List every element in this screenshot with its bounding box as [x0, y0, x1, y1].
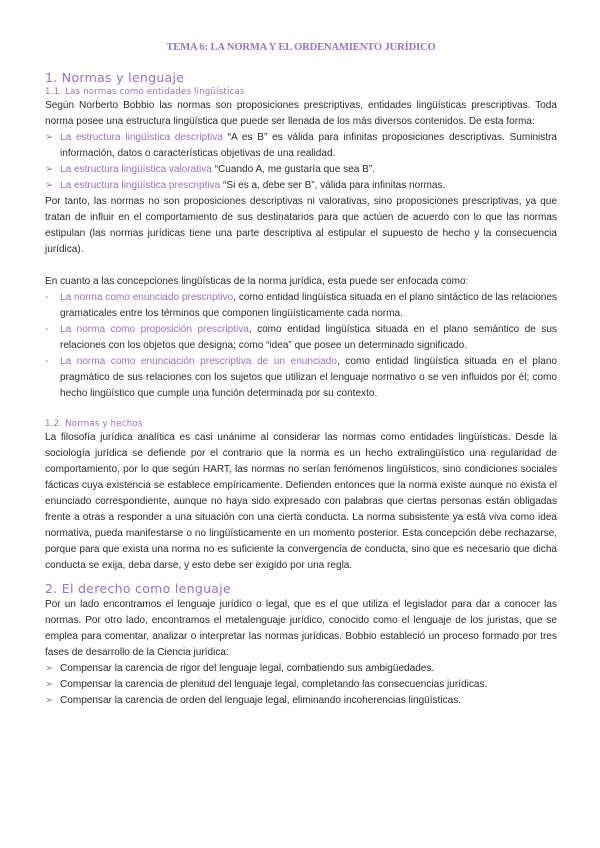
paragraph: Por un lado encontramos el lenguaje jurídico o legal, que es el que utiliza el legislador para dar a conocer las normas. Por otro lado, encontramos el metalenguaje jurídico, conocido como el lenguaje de los juristas, que se emplea para comentar, analizar o interpretar las normas jurídicas. Bobbio estableció un proceso formado por tres fases de desarrollo de la Ciencia jurídica:: [45, 599, 557, 658]
list-item: [45, 130, 557, 162]
list-item-text: Compensar la carencia de plenitud del lenguaje legal, completando las consecuencias jurídicas.: [60, 679, 488, 690]
spacer: [45, 574, 557, 581]
dash-bullet-icon: -: [45, 356, 49, 367]
list-item-label: La norma como enunciado prescriptivo: [60, 292, 234, 303]
spacer: [45, 258, 557, 274]
arrow-bullet-icon: ➢: [45, 180, 54, 191]
list-item-text: “A es B” es válida para infinitas proposiciones descriptivas. Suministra información, datos o características objetivas de una realidad.: [60, 132, 558, 159]
list-item: [45, 322, 557, 354]
section-heading-2: 2. El derecho como lenguaje: [45, 581, 232, 596]
list-item-text: Compensar la carencia de orden del lenguaje legal, eliminando incoherencias lingüísticas.: [60, 695, 462, 706]
arrow-bullet-icon: ➢: [45, 663, 54, 674]
list-item: [45, 661, 557, 677]
dash-bullet-icon: -: [45, 292, 49, 303]
arrow-bullet-icon: ➢: [45, 132, 54, 143]
list-item: [45, 290, 557, 322]
list-item: [45, 162, 557, 178]
arrow-bullet-icon: ➢: [45, 164, 54, 175]
subsection-heading-1-1: 1.1. Las normas como entidades lingüísticas: [45, 87, 245, 97]
arrow-bullet-icon: ➢: [45, 695, 54, 706]
list-item-text: , como entidad lingüística situada en el plano pragmático de sus relaciones con los sujetos que utilizan el lenguaje normativo o se ven influidos por él; como hecho lingüístico que cumple una función determinada por su contexto.: [60, 356, 557, 399]
list-item-label: La norma como proposición prescriptiva: [60, 324, 249, 335]
paragraph: Por tanto, las normas no son proposiciones descriptivas ni valorativas, sino proposiciones prescriptivas, ya que tratan de influir en el comportamiento de sus destinatarios para que actúen de acuerdo con lo que las normas estipulan (las normas jurídicas tiene una parte descriptiva al estipular el supuesto de hecho y la consecuencia jurídica).: [45, 196, 557, 255]
list-item-label: La estructura lingüística descriptiva: [60, 132, 223, 143]
list-item: [45, 178, 557, 194]
list-item: [45, 677, 557, 693]
list-item-text: “Si es a, debe ser B”, válida para infinitas normas.: [220, 180, 446, 191]
list-item-label: La norma como enunciación prescriptiva de un enunciado: [60, 356, 337, 367]
document-page: [45, 40, 557, 709]
paragraph: En cuanto a las concepciones lingüísticas de la norma jurídica, esta puede ser enfocada como:: [45, 276, 469, 287]
paragraph: La filosofía jurídica analítica es casi unánime al considerar las normas como entidades lingüísticas. Desde la sociología jurídica se defiende por el contrario que la norma es un hecho extralingüístico una regularidad de comportamiento, por lo que según HART, las normas no serían fenómenos lingüísticos, sino condiciones sociales fácticas cuya existencia se establece empíricamente. Defienden entonces que la norma existe aunque no exista el enunciado correspondiente, aunque no haya sido expresado con palabras que ciertas personas están obligadas frente a otras a responder a una situación con una cierta conducta. La norma subsistente ya está viva como idea normativa, pueda manifestarse o no lingüísticamente en un momento posterior. Esta concepción debe rechazarse, porque para que exista una norma no es suficiente la convergencia de conducta, sino que es necesario que dicha conducta se exija, deba darse, y esto debe ser exigido por una regla.: [45, 432, 557, 571]
list-item-text: , como entidad lingüística situada en el plano semántico de sus relaciones con los objetos que designa; como “idea” que posee un determinado significado.: [60, 324, 557, 351]
list-item-text: Compensar la carencia de rigor del lenguaje legal, combatiendo sus ambigüedades.: [60, 663, 435, 674]
section-heading-1: 1. Normas y lenguaje: [45, 70, 185, 85]
list-item: [45, 693, 557, 709]
spacer: [45, 402, 557, 418]
list-item-label: La estructura lingüística valorativa: [60, 164, 212, 175]
list-item: [45, 354, 557, 402]
page-title: TEMA 6: LA NORMA Y EL ORDENAMIENTO JURÍDICO: [166, 42, 436, 53]
list-item-label: La estructura lingüística prescriptiva: [60, 180, 221, 191]
paragraph: Según Norberto Bobbio las normas son proposiciones prescriptivas, entidades lingüísticas prescriptivas. Toda norma posee una estructura lingüística que puede ser llenada de los más diversos contenidos. De esta forma:: [45, 100, 557, 127]
list-item-text: “Cuando A, me gustaría que sea B”.: [211, 164, 375, 175]
subsection-heading-1-2: 1.2. Normas y hechos: [45, 419, 143, 429]
dash-bullet-icon: -: [45, 324, 49, 335]
list-item-text: , como entidad lingüística situada en el plano sintáctico de las relaciones gramaticales entre los términos que componen lingüísticamente cada norma.: [60, 292, 558, 319]
arrow-bullet-icon: ➢: [45, 679, 54, 690]
